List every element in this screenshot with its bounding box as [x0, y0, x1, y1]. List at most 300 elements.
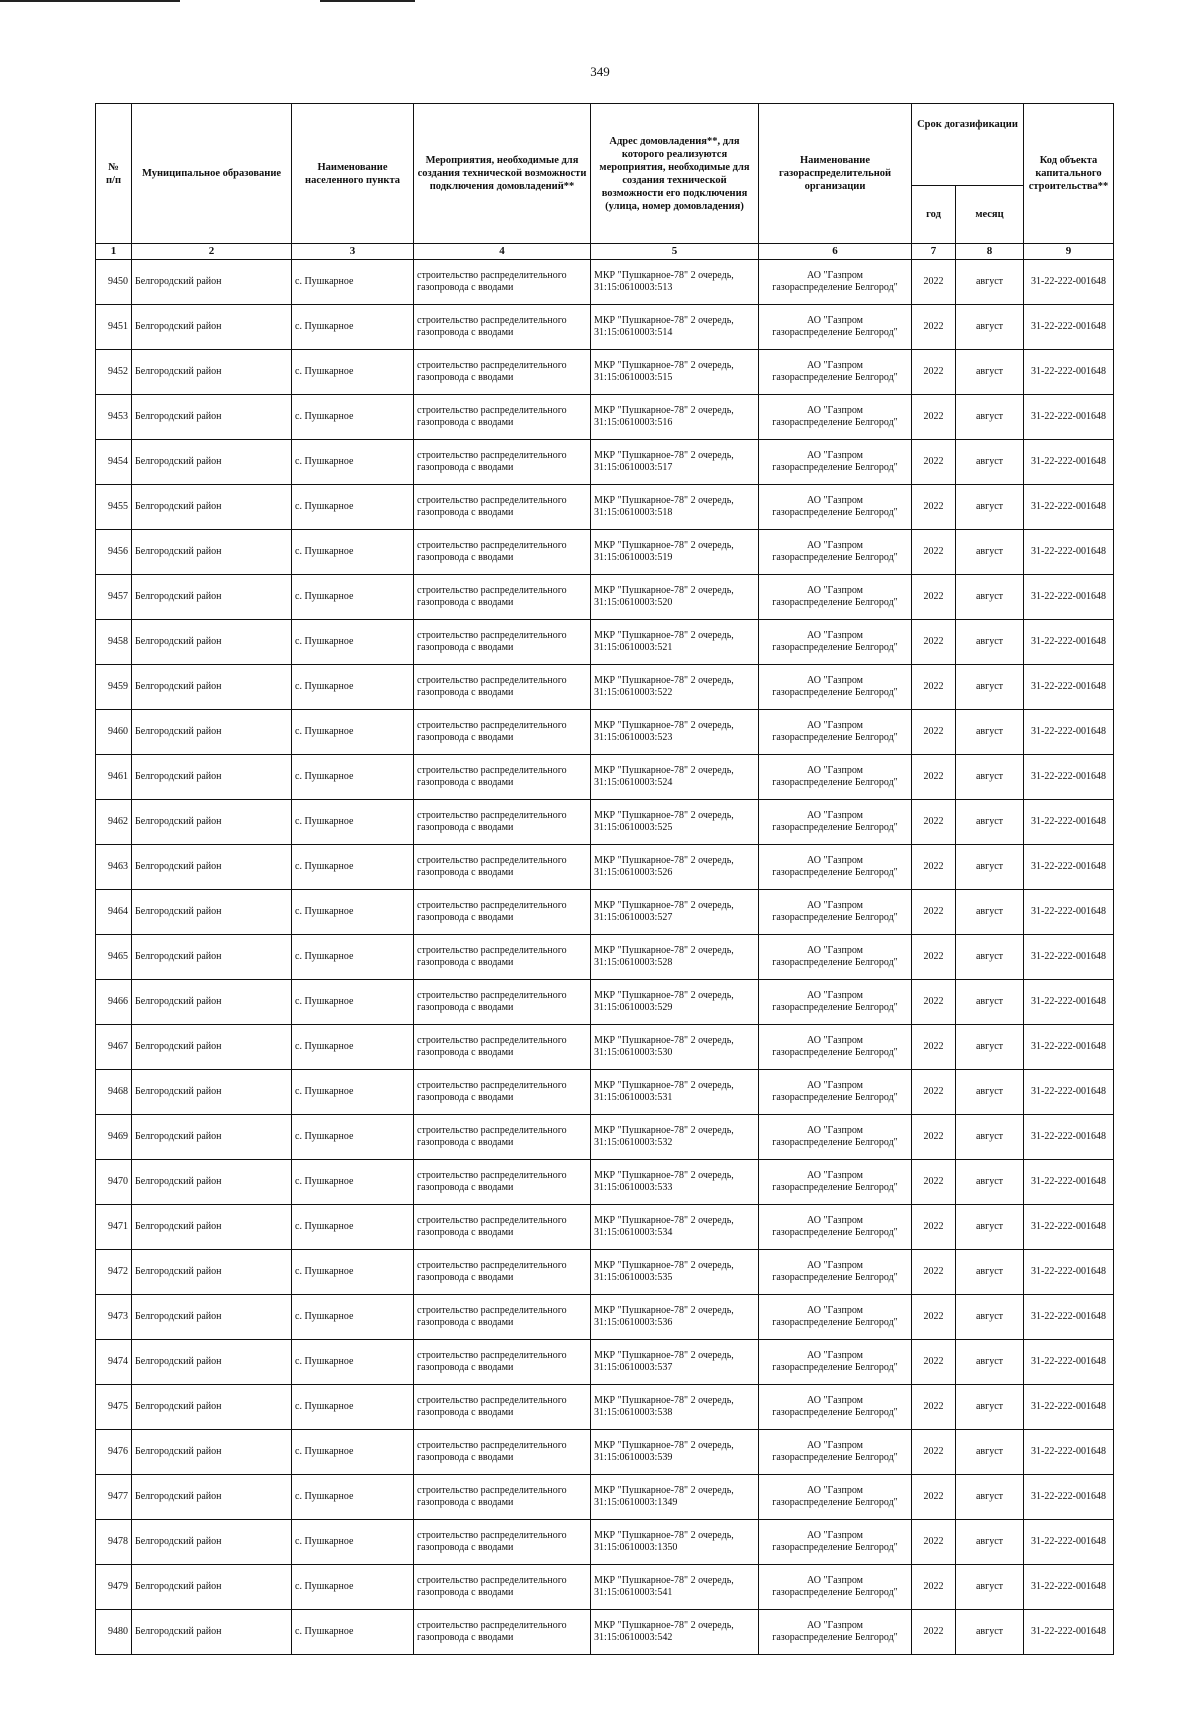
row-number: 9454: [96, 440, 132, 485]
organization-line: газораспределение Белгород": [772, 687, 898, 698]
measure-line: газопровода с вводами: [417, 1227, 514, 1238]
measure-line: газопровода с вводами: [417, 1407, 514, 1418]
organization-line: газораспределение Белгород": [772, 552, 898, 563]
organization-line: АО "Газпром: [807, 900, 863, 911]
settlement-cell: с. Пушкарное: [292, 395, 414, 440]
object-code-cell: 31-22-222-001648: [1024, 1115, 1114, 1160]
year-cell: 2022: [912, 1160, 956, 1205]
table-row: [96, 1115, 1114, 1160]
measure-line: строительство распределительного: [417, 585, 567, 596]
municipality-cell: Белгородский район: [132, 1250, 292, 1295]
municipality-cell: Белгородский район: [132, 1385, 292, 1430]
object-code-cell: 31-22-222-001648: [1024, 350, 1114, 395]
year-cell: 2022: [912, 485, 956, 530]
year-cell: 2022: [912, 1340, 956, 1385]
scan-edge-mark: [320, 0, 415, 2]
measure-line: газопровода с вводами: [417, 1182, 514, 1193]
settlement-cell: с. Пушкарное: [292, 890, 414, 935]
settlement-cell: с. Пушкарное: [292, 1115, 414, 1160]
year-cell: 2022: [912, 1025, 956, 1070]
table-row: [96, 1070, 1114, 1115]
organization-cell: [759, 350, 912, 395]
month-cell: август: [956, 440, 1024, 485]
measure-line: строительство распределительного: [417, 1305, 567, 1316]
object-code-cell: 31-22-222-001648: [1024, 260, 1114, 305]
year-cell: 2022: [912, 1385, 956, 1430]
month-cell: август: [956, 755, 1024, 800]
month-cell: август: [956, 935, 1024, 980]
municipality-cell: Белгородский район: [132, 710, 292, 755]
measure-cell: [414, 1295, 591, 1340]
organization-cell: [759, 575, 912, 620]
month-cell: август: [956, 350, 1024, 395]
measure-line: строительство распределительного: [417, 1080, 567, 1091]
measure-line: строительство распределительного: [417, 1575, 567, 1586]
row-number: 9456: [96, 530, 132, 575]
cadastral-number: 31:15:0610003:1349: [594, 1497, 678, 1508]
address-cell: [591, 1565, 759, 1610]
row-number: 9463: [96, 845, 132, 890]
organization-line: АО "Газпром: [807, 1260, 863, 1271]
settlement-cell: с. Пушкарное: [292, 1160, 414, 1205]
organization-line: газораспределение Белгород": [772, 327, 898, 338]
object-code-cell: 31-22-222-001648: [1024, 575, 1114, 620]
address-line: МКР "Пушкарное-78" 2 очередь,: [594, 360, 734, 371]
municipality-cell: Белгородский район: [132, 1295, 292, 1340]
month-cell: август: [956, 1565, 1024, 1610]
municipality-cell: Белгородский район: [132, 755, 292, 800]
settlement-cell: с. Пушкарное: [292, 1610, 414, 1655]
measure-cell: [414, 530, 591, 575]
organization-line: газораспределение Белгород": [772, 1587, 898, 1598]
object-code-cell: 31-22-222-001648: [1024, 890, 1114, 935]
measure-line: строительство распределительного: [417, 360, 567, 371]
month-cell: август: [956, 1430, 1024, 1475]
measure-line: газопровода с вводами: [417, 1632, 514, 1643]
row-number: 9477: [96, 1475, 132, 1520]
row-number: 9461: [96, 755, 132, 800]
address-line: МКР "Пушкарное-78" 2 очередь,: [594, 675, 734, 686]
municipality-cell: Белгородский район: [132, 350, 292, 395]
table-row: [96, 1340, 1114, 1385]
row-number: 9466: [96, 980, 132, 1025]
month-cell: август: [956, 1160, 1024, 1205]
address-cell: [591, 1205, 759, 1250]
address-line: МКР "Пушкарное-78" 2 очередь,: [594, 1260, 734, 1271]
municipality-cell: Белгородский район: [132, 1520, 292, 1565]
settlement-cell: с. Пушкарное: [292, 935, 414, 980]
address-cell: [591, 1385, 759, 1430]
cadastral-number: 31:15:0610003:525: [594, 822, 673, 833]
municipality-cell: Белгородский район: [132, 1565, 292, 1610]
address-cell: [591, 1295, 759, 1340]
organization-line: газораспределение Белгород": [772, 1542, 898, 1553]
year-cell: 2022: [912, 620, 956, 665]
month-cell: август: [956, 1250, 1024, 1295]
cadastral-number: 31:15:0610003:537: [594, 1362, 673, 1373]
measure-line: строительство распределительного: [417, 450, 567, 461]
settlement-cell: с. Пушкарное: [292, 755, 414, 800]
header-month: месяц: [956, 186, 1024, 244]
object-code-cell: 31-22-222-001648: [1024, 1475, 1114, 1520]
cadastral-number: 31:15:0610003:520: [594, 597, 673, 608]
address-cell: [591, 1025, 759, 1070]
organization-cell: [759, 1610, 912, 1655]
organization-line: газораспределение Белгород": [772, 1272, 898, 1283]
month-cell: август: [956, 1115, 1024, 1160]
address-cell: [591, 890, 759, 935]
municipality-cell: Белгородский район: [132, 485, 292, 530]
measure-line: строительство распределительного: [417, 900, 567, 911]
page-number: 349: [590, 64, 610, 79]
header-deadline: Срок догазификации: [912, 104, 1024, 186]
column-number: 7: [912, 244, 956, 260]
row-number: 9471: [96, 1205, 132, 1250]
municipality-cell: Белгородский район: [132, 530, 292, 575]
municipality-cell: Белгородский район: [132, 980, 292, 1025]
settlement-cell: с. Пушкарное: [292, 1340, 414, 1385]
measure-line: строительство распределительного: [417, 1350, 567, 1361]
address-line: МКР "Пушкарное-78" 2 очередь,: [594, 405, 734, 416]
year-cell: 2022: [912, 1115, 956, 1160]
measure-line: газопровода с вводами: [417, 1542, 514, 1553]
organization-line: газораспределение Белгород": [772, 462, 898, 473]
settlement-cell: с. Пушкарное: [292, 260, 414, 305]
object-code-cell: 31-22-222-001648: [1024, 1160, 1114, 1205]
address-cell: [591, 1475, 759, 1520]
organization-line: АО "Газпром: [807, 315, 863, 326]
measure-cell: [414, 305, 591, 350]
organization-line: АО "Газпром: [807, 675, 863, 686]
month-cell: август: [956, 665, 1024, 710]
row-number: 9476: [96, 1430, 132, 1475]
municipality-cell: Белгородский район: [132, 935, 292, 980]
row-number: 9464: [96, 890, 132, 935]
measure-line: строительство распределительного: [417, 1440, 567, 1451]
address-line: МКР "Пушкарное-78" 2 очередь,: [594, 1485, 734, 1496]
settlement-cell: с. Пушкарное: [292, 1025, 414, 1070]
table-row: [96, 1160, 1114, 1205]
object-code-cell: 31-22-222-001648: [1024, 1205, 1114, 1250]
table-row: [96, 530, 1114, 575]
organization-line: АО "Газпром: [807, 1485, 863, 1496]
address-line: МКР "Пушкарное-78" 2 очередь,: [594, 630, 734, 641]
address-line: МКР "Пушкарное-78" 2 очередь,: [594, 1125, 734, 1136]
year-cell: 2022: [912, 890, 956, 935]
organization-cell: [759, 710, 912, 755]
organization-cell: [759, 1520, 912, 1565]
measure-line: строительство распределительного: [417, 1215, 567, 1226]
address-line: МКР "Пушкарное-78" 2 очередь,: [594, 765, 734, 776]
header-number: № п/п: [96, 104, 132, 244]
cadastral-number: 31:15:0610003:530: [594, 1047, 673, 1058]
table-row: [96, 1475, 1114, 1520]
measure-cell: [414, 1475, 591, 1520]
organization-line: газораспределение Белгород": [772, 1137, 898, 1148]
address-cell: [591, 755, 759, 800]
organization-line: газораспределение Белгород": [772, 372, 898, 383]
year-cell: 2022: [912, 575, 956, 620]
municipality-cell: Белгородский район: [132, 845, 292, 890]
measure-line: газопровода с вводами: [417, 1362, 514, 1373]
year-cell: 2022: [912, 755, 956, 800]
measure-line: строительство распределительного: [417, 855, 567, 866]
organization-line: АО "Газпром: [807, 990, 863, 1001]
cadastral-number: 31:15:0610003:542: [594, 1632, 673, 1643]
measure-cell: [414, 1070, 591, 1115]
table-row: [96, 1385, 1114, 1430]
organization-cell: [759, 755, 912, 800]
object-code-cell: 31-22-222-001648: [1024, 305, 1114, 350]
row-number: 9452: [96, 350, 132, 395]
address-line: МКР "Пушкарное-78" 2 очередь,: [594, 990, 734, 1001]
organization-line: АО "Газпром: [807, 1575, 863, 1586]
cadastral-number: 31:15:0610003:515: [594, 372, 673, 383]
measure-cell: [414, 1160, 591, 1205]
address-line: МКР "Пушкарное-78" 2 очередь,: [594, 855, 734, 866]
organization-line: газораспределение Белгород": [772, 417, 898, 428]
organization-line: АО "Газпром: [807, 765, 863, 776]
month-cell: август: [956, 485, 1024, 530]
address-line: МКР "Пушкарное-78" 2 очередь,: [594, 1620, 734, 1631]
organization-line: газораспределение Белгород": [772, 777, 898, 788]
organization-line: АО "Газпром: [807, 1620, 863, 1631]
year-cell: 2022: [912, 665, 956, 710]
organization-cell: [759, 800, 912, 845]
object-code-cell: 31-22-222-001648: [1024, 1295, 1114, 1340]
measure-line: газопровода с вводами: [417, 687, 514, 698]
settlement-cell: с. Пушкарное: [292, 440, 414, 485]
measure-line: газопровода с вводами: [417, 1047, 514, 1058]
municipality-cell: Белгородский район: [132, 620, 292, 665]
organization-line: газораспределение Белгород": [772, 867, 898, 878]
municipality-cell: Белгородский район: [132, 665, 292, 710]
measure-line: строительство распределительного: [417, 630, 567, 641]
year-cell: 2022: [912, 1070, 956, 1115]
header-address: Адрес домовладения**, для которого реализуются мероприятия, необходимые для создания технической возможности его подключения (улица, номер домовладения): [591, 104, 759, 244]
organization-line: газораспределение Белгород": [772, 822, 898, 833]
measure-line: газопровода с вводами: [417, 867, 514, 878]
column-number-row: [96, 244, 1114, 260]
measure-cell: [414, 485, 591, 530]
year-cell: 2022: [912, 1250, 956, 1295]
cadastral-number: 31:15:0610003:532: [594, 1137, 673, 1148]
organization-line: АО "Газпром: [807, 450, 863, 461]
measure-line: газопровода с вводами: [417, 552, 514, 563]
column-number: 9: [1024, 244, 1114, 260]
settlement-cell: с. Пушкарное: [292, 1430, 414, 1475]
header-measures: Мероприятия, необходимые для создания технической возможности подключения домовладений**: [414, 104, 591, 244]
cadastral-number: 31:15:0610003:522: [594, 687, 673, 698]
column-number: 6: [759, 244, 912, 260]
measure-cell: [414, 1340, 591, 1385]
cadastral-number: 31:15:0610003:526: [594, 867, 673, 878]
table-row: [96, 800, 1114, 845]
measure-cell: [414, 1385, 591, 1430]
measure-line: строительство распределительного: [417, 1620, 567, 1631]
organization-cell: [759, 1250, 912, 1295]
organization-cell: [759, 935, 912, 980]
address-line: МКР "Пушкарное-78" 2 очередь,: [594, 1035, 734, 1046]
measure-line: строительство распределительного: [417, 1485, 567, 1496]
cadastral-number: 31:15:0610003:1350: [594, 1542, 678, 1553]
month-cell: август: [956, 710, 1024, 755]
organization-line: АО "Газпром: [807, 405, 863, 416]
organization-cell: [759, 1385, 912, 1430]
month-cell: август: [956, 890, 1024, 935]
address-line: МКР "Пушкарное-78" 2 очередь,: [594, 900, 734, 911]
scan-edge-mark: [0, 0, 180, 2]
object-code-cell: 31-22-222-001648: [1024, 530, 1114, 575]
organization-cell: [759, 1205, 912, 1250]
address-line: МКР "Пушкарное-78" 2 очередь,: [594, 1305, 734, 1316]
column-number: 5: [591, 244, 759, 260]
organization-line: АО "Газпром: [807, 1305, 863, 1316]
row-number: 9468: [96, 1070, 132, 1115]
cadastral-number: 31:15:0610003:531: [594, 1092, 673, 1103]
organization-cell: [759, 980, 912, 1025]
measure-line: строительство распределительного: [417, 675, 567, 686]
row-number: 9455: [96, 485, 132, 530]
measure-cell: [414, 845, 591, 890]
municipality-cell: Белгородский район: [132, 1160, 292, 1205]
object-code-cell: 31-22-222-001648: [1024, 485, 1114, 530]
organization-line: АО "Газпром: [807, 855, 863, 866]
organization-cell: [759, 440, 912, 485]
measure-cell: [414, 1520, 591, 1565]
settlement-cell: с. Пушкарное: [292, 620, 414, 665]
measure-line: строительство распределительного: [417, 810, 567, 821]
organization-cell: [759, 1115, 912, 1160]
month-cell: август: [956, 800, 1024, 845]
address-line: МКР "Пушкарное-78" 2 очередь,: [594, 540, 734, 551]
cadastral-number: 31:15:0610003:516: [594, 417, 673, 428]
organization-cell: [759, 1295, 912, 1340]
address-line: МКР "Пушкарное-78" 2 очередь,: [594, 450, 734, 461]
organization-cell: [759, 1340, 912, 1385]
measure-line: газопровода с вводами: [417, 372, 514, 383]
table-row: [96, 1025, 1114, 1070]
municipality-cell: Белгородский район: [132, 890, 292, 935]
object-code-cell: 31-22-222-001648: [1024, 1385, 1114, 1430]
municipality-cell: Белгородский район: [132, 1610, 292, 1655]
table-row: [96, 395, 1114, 440]
organization-line: газораспределение Белгород": [772, 282, 898, 293]
organization-line: газораспределение Белгород": [772, 597, 898, 608]
organization-line: газораспределение Белгород": [772, 1362, 898, 1373]
cadastral-number: 31:15:0610003:513: [594, 282, 673, 293]
address-cell: [591, 1115, 759, 1160]
object-code-cell: 31-22-222-001648: [1024, 800, 1114, 845]
measure-cell: [414, 440, 591, 485]
table-row: [96, 620, 1114, 665]
month-cell: август: [956, 1340, 1024, 1385]
table-row: [96, 1610, 1114, 1655]
cadastral-number: 31:15:0610003:533: [594, 1182, 673, 1193]
measure-line: строительство распределительного: [417, 1125, 567, 1136]
organization-cell: [759, 1565, 912, 1610]
organization-line: газораспределение Белгород": [772, 1497, 898, 1508]
year-cell: 2022: [912, 1295, 956, 1340]
address-cell: [591, 710, 759, 755]
address-cell: [591, 845, 759, 890]
organization-line: АО "Газпром: [807, 630, 863, 641]
municipality-cell: Белгородский район: [132, 1340, 292, 1385]
measure-line: газопровода с вводами: [417, 1317, 514, 1328]
settlement-cell: с. Пушкарное: [292, 1295, 414, 1340]
column-number: 8: [956, 244, 1024, 260]
municipality-cell: Белгородский район: [132, 1430, 292, 1475]
cadastral-number: 31:15:0610003:527: [594, 912, 673, 923]
year-cell: 2022: [912, 800, 956, 845]
table-row: [96, 1430, 1114, 1475]
measure-line: газопровода с вводами: [417, 822, 514, 833]
header-organization: Наименование газораспределительной организации: [759, 104, 912, 244]
measure-cell: [414, 395, 591, 440]
year-cell: 2022: [912, 1430, 956, 1475]
organization-cell: [759, 395, 912, 440]
object-code-cell: 31-22-222-001648: [1024, 665, 1114, 710]
municipality-cell: Белгородский район: [132, 440, 292, 485]
measure-line: газопровода с вводами: [417, 912, 514, 923]
organization-line: газораспределение Белгород": [772, 507, 898, 518]
organization-cell: [759, 485, 912, 530]
settlement-cell: с. Пушкарное: [292, 845, 414, 890]
column-number: 3: [292, 244, 414, 260]
address-line: МКР "Пушкарное-78" 2 очередь,: [594, 720, 734, 731]
address-cell: [591, 485, 759, 530]
table-row: [96, 710, 1114, 755]
address-line: МКР "Пушкарное-78" 2 очередь,: [594, 1395, 734, 1406]
month-cell: август: [956, 1205, 1024, 1250]
address-line: МКР "Пушкарное-78" 2 очередь,: [594, 1215, 734, 1226]
measure-line: строительство распределительного: [417, 270, 567, 281]
year-cell: 2022: [912, 1565, 956, 1610]
object-code-cell: 31-22-222-001648: [1024, 845, 1114, 890]
measure-line: газопровода с вводами: [417, 1137, 514, 1148]
address-cell: [591, 935, 759, 980]
measure-line: газопровода с вводами: [417, 1272, 514, 1283]
year-cell: 2022: [912, 935, 956, 980]
settlement-cell: с. Пушкарное: [292, 485, 414, 530]
measure-line: газопровода с вводами: [417, 1002, 514, 1013]
organization-line: газораспределение Белгород": [772, 1092, 898, 1103]
organization-line: газораспределение Белгород": [772, 642, 898, 653]
row-number: 9460: [96, 710, 132, 755]
measure-line: строительство распределительного: [417, 1170, 567, 1181]
year-cell: 2022: [912, 305, 956, 350]
table-row: [96, 980, 1114, 1025]
row-number: 9474: [96, 1340, 132, 1385]
measure-line: строительство распределительного: [417, 405, 567, 416]
table-row: [96, 440, 1114, 485]
row-number: 9470: [96, 1160, 132, 1205]
cadastral-number: 31:15:0610003:518: [594, 507, 673, 518]
table-row: [96, 575, 1114, 620]
cadastral-number: 31:15:0610003:529: [594, 1002, 673, 1013]
month-cell: август: [956, 1385, 1024, 1430]
organization-line: газораспределение Белгород": [772, 1632, 898, 1643]
address-cell: [591, 305, 759, 350]
cadastral-number: 31:15:0610003:539: [594, 1452, 673, 1463]
address-cell: [591, 1070, 759, 1115]
address-line: МКР "Пушкарное-78" 2 очередь,: [594, 1080, 734, 1091]
organization-cell: [759, 1430, 912, 1475]
measure-line: газопровода с вводами: [417, 642, 514, 653]
row-number: 9458: [96, 620, 132, 665]
organization-line: АО "Газпром: [807, 945, 863, 956]
address-cell: [591, 1250, 759, 1295]
